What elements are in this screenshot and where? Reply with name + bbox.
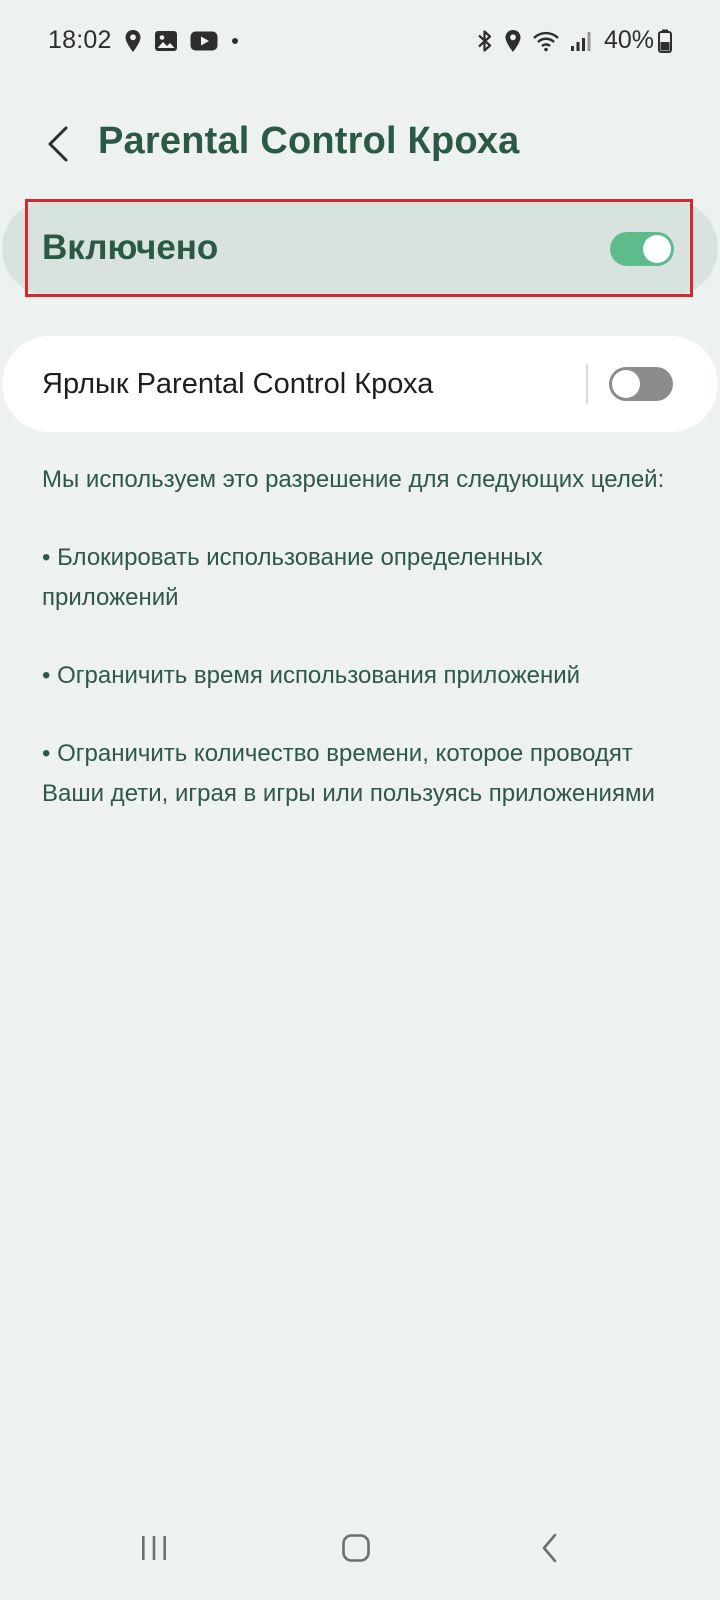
shortcut-toggle[interactable] <box>609 367 673 401</box>
status-bar <box>0 0 720 80</box>
back-icon <box>540 1532 560 1564</box>
system-back-button[interactable] <box>520 1528 580 1568</box>
home-button[interactable] <box>326 1528 386 1568</box>
battery-icon <box>658 29 672 53</box>
toggle-knob <box>612 370 640 398</box>
back-button[interactable] <box>36 118 80 170</box>
battery-percent: 40% <box>603 26 654 54</box>
shortcut-label: Ярлык Parental Control Кроха <box>42 368 434 400</box>
status-time: 18:02 <box>48 26 112 54</box>
description-bullet: • Блокировать использование определенных приложений <box>42 544 543 611</box>
bluetooth-icon <box>476 29 494 53</box>
recent-apps-icon <box>139 1534 169 1562</box>
page-title: Parental Control Кроха <box>98 120 520 162</box>
location-icon <box>504 29 522 53</box>
recent-apps-button[interactable] <box>124 1528 184 1568</box>
notification-dot <box>232 38 238 44</box>
divider <box>586 364 588 404</box>
description-intro: Мы используем это разрешение для следующих целей: <box>42 466 665 493</box>
toggle-knob <box>643 235 671 263</box>
description-bullet: • Ограничить количество времени, которое проводят Ваши дети, играя в игры или пользуясь приложениями <box>42 740 655 807</box>
gallery-icon <box>154 30 178 52</box>
master-switch-label: Включено <box>42 228 219 267</box>
signal-icon <box>570 30 592 52</box>
app-bar <box>0 100 720 190</box>
permission-description <box>42 460 672 852</box>
wifi-icon <box>532 30 560 52</box>
description-bullet: • Ограничить время использования приложений <box>42 662 581 689</box>
navigation-bar <box>0 1510 720 1600</box>
chevron-left-icon <box>46 124 70 164</box>
master-switch-toggle[interactable] <box>610 232 674 266</box>
location-icon <box>124 29 142 53</box>
home-icon <box>341 1533 371 1563</box>
youtube-icon <box>190 31 218 51</box>
